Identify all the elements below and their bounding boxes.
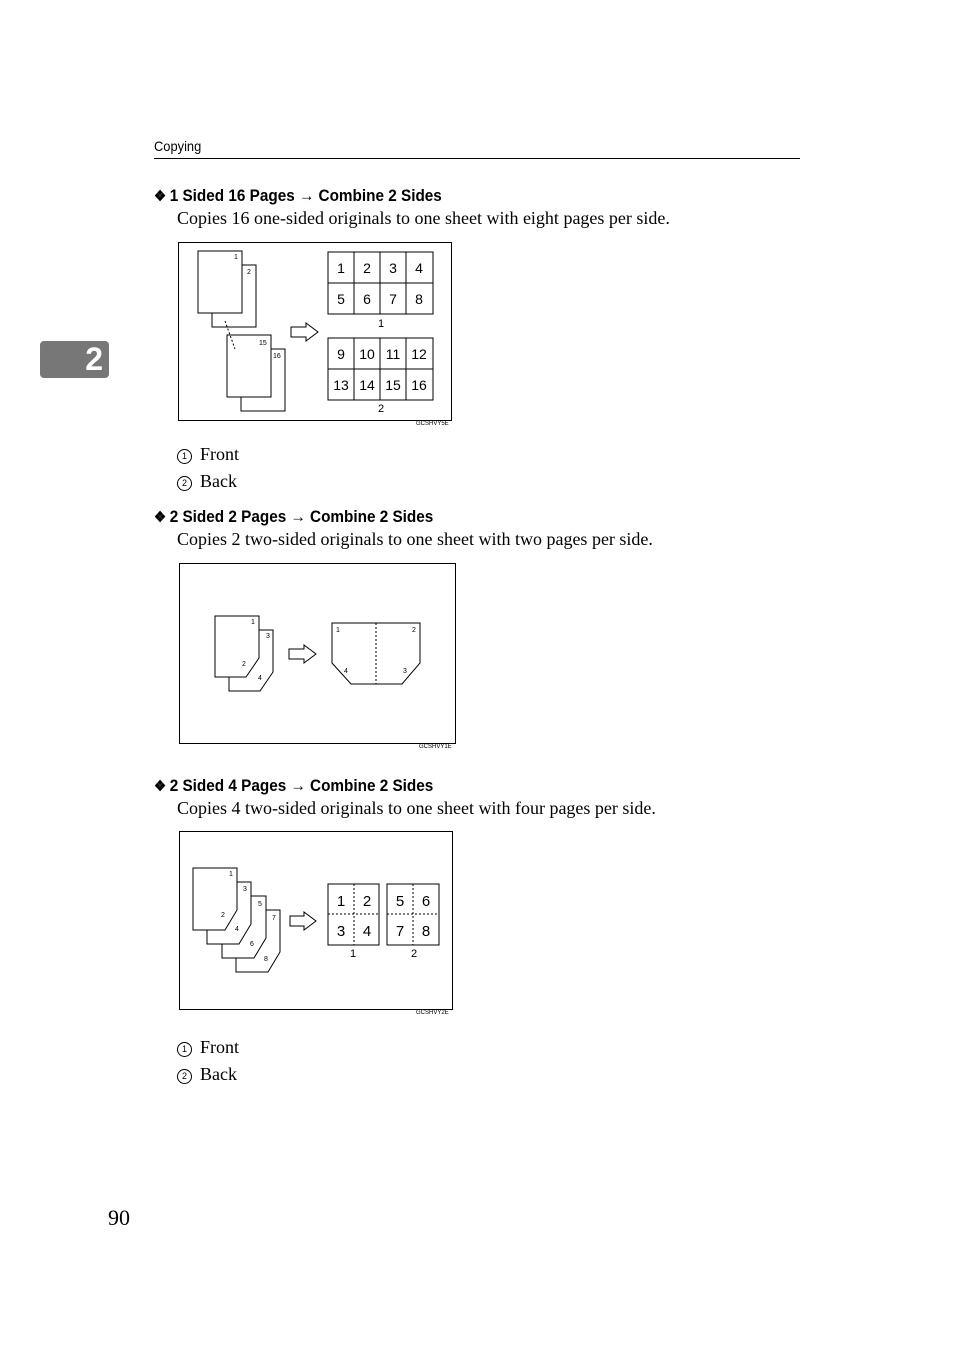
original-label: 3 <box>243 886 247 893</box>
back-sheet-label: 2 <box>377 403 385 415</box>
original-label: 7 <box>272 915 276 922</box>
diamond-bullet-icon: ❖ <box>154 778 167 795</box>
header-rule <box>154 158 800 159</box>
section-heading-1 <box>154 186 442 206</box>
grid-cell: 1 <box>336 893 346 910</box>
diagram-2sided-4 <box>180 832 454 1011</box>
result-label: 2 <box>412 627 416 634</box>
grid-cell: 7 <box>395 923 405 940</box>
grid-cell: 6 <box>421 893 431 910</box>
section-description-2: Copies 2 two-sided originals to one sheet with two pages per side. <box>177 529 653 549</box>
original-label: 2 <box>247 269 251 276</box>
page-number: 90 <box>108 1205 130 1230</box>
arrow-right-icon <box>289 645 316 663</box>
grid-cell: 5 <box>395 893 405 910</box>
diamond-bullet-icon: ❖ <box>154 509 167 526</box>
heading-text: 2 Sided 2 Pages → Combine 2 Sides <box>169 507 434 526</box>
grid-cell: 15 <box>385 377 401 393</box>
original-label: 8 <box>264 956 268 963</box>
diamond-bullet-icon: ❖ <box>154 188 167 205</box>
legend-item-front <box>177 444 239 465</box>
grid-cell: 11 <box>385 346 401 362</box>
chapter-tab: 2 <box>40 341 109 378</box>
legend-label: Back <box>200 471 237 491</box>
original-label: 1 <box>234 254 238 261</box>
grid-cell: 16 <box>411 377 427 393</box>
legend-item-back <box>177 471 237 492</box>
grid-cell: 3 <box>336 923 346 940</box>
grid-cell: 10 <box>359 346 375 362</box>
result-label: 3 <box>403 668 407 675</box>
original-label: 1 <box>229 871 233 878</box>
grid-cell: 3 <box>389 260 397 276</box>
section-heading-2 <box>154 507 433 527</box>
running-header: Copying <box>154 138 202 154</box>
section-description-3: Copies 4 two-sided originals to one sheet with four pages per side. <box>177 798 656 818</box>
original-label: 4 <box>235 926 239 933</box>
original-label: 6 <box>250 941 254 948</box>
original-label: 1 <box>251 619 255 626</box>
circled-number: 1 <box>177 449 192 464</box>
result-label: 4 <box>344 668 348 675</box>
arrow-right-icon <box>290 912 316 930</box>
figure-code: GCSHVY2E <box>416 1010 449 1016</box>
original-label: 5 <box>258 901 262 908</box>
heading-text: 1 Sided 16 Pages → Combine 2 Sides <box>169 186 442 205</box>
grid-cell: 4 <box>362 923 372 940</box>
grid-cell: 6 <box>363 291 371 307</box>
legend-label: Front <box>200 444 240 464</box>
grid-cell: 4 <box>415 260 423 276</box>
grid-cell: 8 <box>415 291 423 307</box>
result-label: 1 <box>336 627 340 634</box>
legend-item-front <box>177 1037 239 1058</box>
diagram-2sided-2 <box>180 564 457 745</box>
front-sheet-label: 1 <box>377 318 385 330</box>
original-label: 15 <box>259 340 267 347</box>
grid-cell: 13 <box>333 377 349 393</box>
original-label: 2 <box>221 912 225 919</box>
section-description-1: Copies 16 one-sided originals to one sheet with eight pages per side. <box>177 208 670 228</box>
figure-code: GCSHVY5E <box>416 421 449 427</box>
grid-cell: 7 <box>389 291 397 307</box>
legend-label: Front <box>200 1037 240 1057</box>
section-heading-3 <box>154 776 433 796</box>
heading-text: 2 Sided 4 Pages → Combine 2 Sides <box>169 776 434 795</box>
diagram-1sided-16 <box>179 243 453 422</box>
back-sheet-label: 2 <box>410 948 418 960</box>
grid-cell: 14 <box>359 377 375 393</box>
circled-number: 1 <box>177 1042 192 1057</box>
circled-number: 2 <box>177 476 192 491</box>
figure-code: GCSHVY1E <box>419 744 452 750</box>
legend-item-back <box>177 1064 237 1085</box>
grid-cell: 12 <box>411 346 427 362</box>
original-label: 3 <box>266 633 270 640</box>
grid-cell: 9 <box>337 346 345 362</box>
circled-number: 2 <box>177 1069 192 1084</box>
arrow-right-icon <box>291 323 318 341</box>
grid-cell: 5 <box>337 291 345 307</box>
figure-1sided-16pages <box>178 242 452 421</box>
grid-cell: 2 <box>362 893 372 910</box>
grid-cell: 8 <box>421 923 431 940</box>
figure-2sided-4pages <box>179 831 453 1010</box>
figure-2sided-2pages <box>179 563 456 744</box>
grid-cell: 1 <box>337 260 345 276</box>
original-label: 4 <box>258 675 262 682</box>
grid-cell: 2 <box>363 260 371 276</box>
original-label: 16 <box>273 353 281 360</box>
original-label: 2 <box>242 661 246 668</box>
legend-label: Back <box>200 1064 237 1084</box>
front-sheet-label: 1 <box>349 948 357 960</box>
